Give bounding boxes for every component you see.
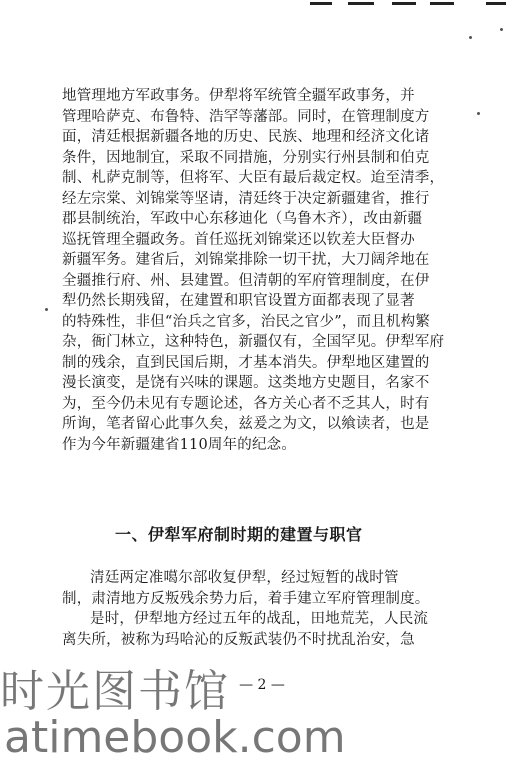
text-line: 作为今年新疆建省110周年的纪念。 [62, 436, 297, 453]
text-line: 郡县制统治，军政中心东移迪化（乌鲁木齐），改由新疆 [62, 211, 423, 227]
text-line: 制的残余，直到民国后期，才基本消失。伊犁地区建置的 [62, 354, 430, 371]
text-line: 制、札萨克制等，但将军、大臣有最后裁定权。迨至清季， [62, 170, 444, 186]
text-line: 漫长演变，是饶有兴味的课题。这类地方史题目，名家不 [62, 375, 430, 391]
text-line: 犁仍然长期残留，在建置和职官设置方面都表现了显著 [62, 293, 415, 309]
watermark-url: atimebook.com [4, 712, 346, 763]
text-line: 地管理地方军政事务。伊犁将军统管全疆军政事务，并 [62, 88, 415, 104]
text-line: 是时，伊犁地方经过五年的战乱，田地荒芜，人民流 [90, 611, 429, 627]
text-line: 条件，因地制宜，采取不同措施，分别实行州县制和伯克 [62, 149, 430, 166]
text-line: 杂，衙门林立，这种特色，新疆仅有，全国罕见。伊犁军府 [62, 334, 444, 350]
text-line: 离失所，被称为玛哈沁的反叛武装仍不时扰乱治安，急 [62, 631, 415, 648]
text-line: 巡抚管理全疆政务。首任巡抚刘锦棠还以钦差大臣督办 [62, 231, 415, 248]
text-line: 经左宗棠、刘锦棠等坚请，清廷终于决定新疆建省，推行 [62, 190, 430, 207]
text-line: 管理哈萨克、布鲁特、浩罕等藩部。同时，在管理制度方 [62, 108, 430, 125]
body-paragraph-1 [62, 86, 444, 455]
text-line: 新疆军务。建省后，刘锦棠排除一切干扰，大刀阔斧地在 [62, 252, 430, 268]
page-number: — 2 — [239, 677, 285, 693]
text-line: 面，清廷根据新疆各地的历史、民族、地理和经济文化诸 [62, 129, 430, 145]
text-line: 为，至今仍未见有专题论述，各方关心者不乏其人，时有 [62, 395, 430, 412]
section-heading: 一、伊犁军府制时期的建置与职官 [115, 525, 363, 544]
text-line: 清廷两定准噶尔部收复伊犁，经过短暂的战时管 [90, 570, 399, 586]
top-edge-marks [0, 0, 524, 12]
text-line: 的特殊性，非但“治兵之官多，治民之官少”，而且机构繁 [62, 313, 431, 330]
text-line: 制，肃清地方反叛残余势力后，着手建立军府管理制度。 [62, 590, 430, 607]
text-line: 所询，笔者留心此事久矣，兹爰之为文，以飨读者，也是 [62, 416, 430, 432]
watermark-chinese: 时光图书馆 [0, 666, 230, 717]
text-line: 全疆推行府、州、县建置。但清朝的军府管理制度，在伊 [62, 272, 430, 289]
body-paragraph-2 [62, 568, 444, 650]
